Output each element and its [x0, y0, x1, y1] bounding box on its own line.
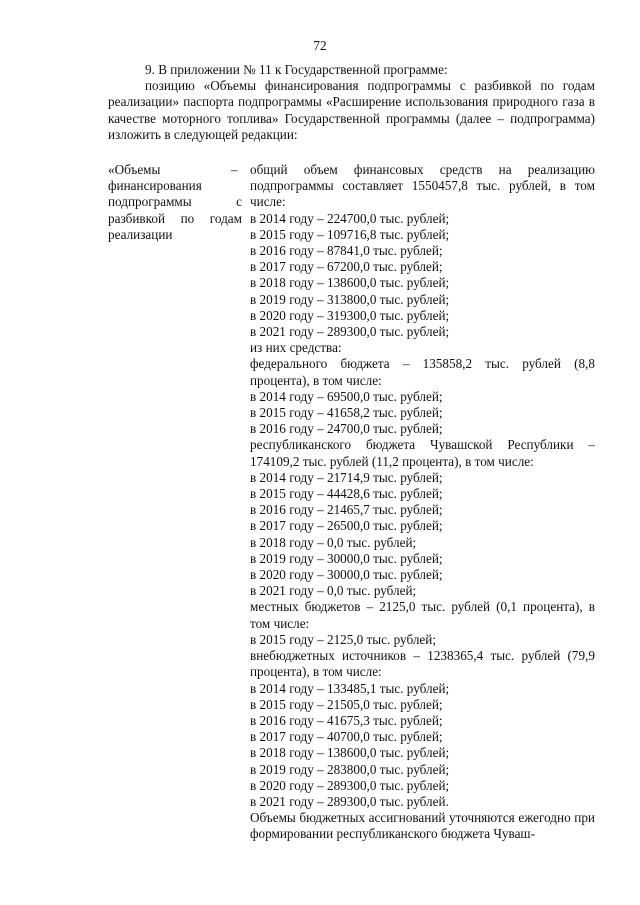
- funding-line: в 2016 году – 87841,0 тыс. рублей;: [250, 243, 443, 259]
- amendment-item: 9. В приложении № 11 к Государственной программе:: [145, 62, 448, 77]
- funding-line: в 2015 году – 21505,0 тыс. рублей;: [250, 696, 443, 712]
- funding-line: в 2020 году – 319300,0 тыс. рублей;: [250, 307, 450, 323]
- funding-line: в 2021 году – 289300,0 тыс. рублей;: [250, 324, 450, 340]
- funding-line: в 2014 году – 133485,1 тыс. рублей;: [250, 680, 450, 696]
- cell-separator-dash: –: [231, 162, 238, 177]
- funding-line: в 2019 году – 30000,0 тыс. рублей;: [250, 550, 443, 566]
- funding-line: в 2016 году – 41675,3 тыс. рублей;: [250, 712, 443, 728]
- funding-line: в 2016 году – 21465,7 тыс. рублей;: [250, 502, 443, 518]
- funding-line: в 2017 году – 40700,0 тыс. рублей;: [250, 729, 443, 745]
- funding-line: в 2020 году – 289300,0 тыс. рублей;: [250, 777, 450, 793]
- funding-line: в 2015 году – 2125,0 тыс. рублей;: [250, 631, 436, 647]
- funding-line: в 2021 году – 289300,0 тыс. рублей.: [250, 793, 449, 809]
- funding-line: в 2017 году – 26500,0 тыс. рублей;: [250, 518, 443, 534]
- funding-line: в 2020 году – 30000,0 тыс. рублей;: [250, 567, 443, 583]
- funding-details-cell: [250, 162, 595, 843]
- funding-line: в 2021 году – 0,0 тыс. рублей;: [250, 583, 417, 599]
- funding-line: в 2014 году – 224700,0 тыс. рублей;: [250, 210, 450, 226]
- funding-line: в 2019 году – 313800,0 тыс. рублей;: [250, 291, 450, 307]
- funding-line: в 2016 году – 24700,0 тыс. рублей;: [250, 421, 443, 437]
- funding-line: Объемы бюджетных ассигнований уточняются ежегодно при формировании республиканского бюджета Чуваш-: [250, 810, 595, 842]
- funding-line: в 2018 году – 0,0 тыс. рублей;: [250, 534, 417, 550]
- intro-section: [108, 62, 595, 143]
- funding-line: в 2017 году – 67200,0 тыс. рублей;: [250, 259, 443, 275]
- funding-line: федерального бюджета – 135858,2 тыс. рублей (8,8 процента), в том числе:: [250, 356, 595, 388]
- funding-line: республиканского бюджета Чувашской Республики – 174109,2 тыс. рублей (11,2 процента), в том числе:: [250, 437, 595, 469]
- funding-line: в 2014 году – 21714,9 тыс. рублей;: [250, 469, 443, 485]
- funding-line: местных бюджетов – 2125,0 тыс. рублей (0,1 процента), в том числе:: [250, 599, 595, 631]
- page-number: 72: [313, 38, 327, 53]
- funding-line: общий объем финансовых средств на реализацию подпрограммы составляет 1550457,8 тыс. рублей, в том числе:: [250, 162, 595, 210]
- funding-line: в 2018 году – 138600,0 тыс. рублей;: [250, 275, 450, 291]
- funding-line: внебюджетных источников – 1238365,4 тыс. рублей (79,9 процента), в том числе:: [250, 648, 595, 680]
- position-title-cell: «Объемы финансирования подпрограммы с разбивкой по годам реализации: [108, 162, 242, 242]
- funding-line: из них средства:: [250, 340, 342, 356]
- funding-line: в 2019 году – 283800,0 тыс. рублей;: [250, 761, 450, 777]
- funding-line: в 2015 году – 41658,2 тыс. рублей;: [250, 405, 443, 421]
- funding-line: в 2014 году – 69500,0 тыс. рублей;: [250, 388, 443, 404]
- funding-line: в 2015 году – 109716,8 тыс. рублей;: [250, 226, 450, 242]
- funding-line: в 2018 году – 138600,0 тыс. рублей;: [250, 745, 450, 761]
- funding-line: в 2015 году – 44428,6 тыс. рублей;: [250, 486, 443, 502]
- amendment-paragraph: позицию «Объемы финансирования подпрограммы с разбивкой по годам реализации» паспорта подпрограммы «Расширение использования природного газа в качестве моторного топлива» Государственной программы (далее – подпрограмма) изложить в следующей редакции:: [108, 78, 595, 142]
